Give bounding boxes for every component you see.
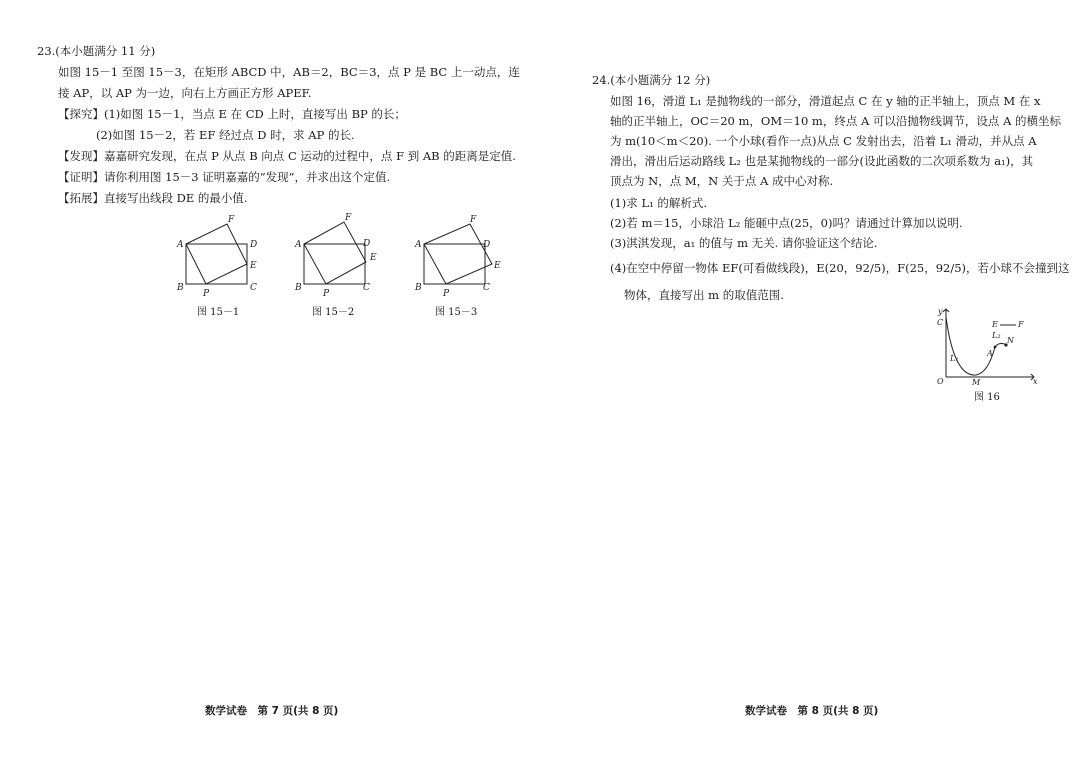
- label-C: C: [250, 283, 257, 293]
- label-C: C: [937, 318, 944, 327]
- q24-line-10: 物体，直接写出 m 的取值范围.: [624, 288, 784, 302]
- label-M: M: [972, 378, 981, 387]
- q24-line-7: (2)若 m＝15，小球沿 L₂ 能砸中点(25，0)吗？请通过计算加以说明.: [610, 216, 963, 230]
- q23-line-5: 【发现】嘉嘉研究发现，在点 P 从点 B 向点 C 运动的过程中，点 F 到 AB 的距离是定值.: [58, 149, 516, 163]
- q24-line-4: 滑出，滑出后运动路线 L₂ 也是某抛物线的一部分(设此函数的二次项系数为 a₁)，其: [610, 154, 1034, 168]
- caption-16: 图 16: [974, 392, 1000, 403]
- label-F: F: [228, 215, 235, 225]
- label-y: y: [938, 307, 943, 316]
- right-page: [540, 0, 1080, 764]
- q24-header: 24.(本小题满分 12 分): [592, 73, 711, 87]
- label-D: D: [363, 239, 371, 249]
- label-P: P: [323, 289, 330, 299]
- q23-header: 23.(本小题满分 11 分): [37, 44, 156, 58]
- q23-line-1: 如图 15－1 至图 15－3，在矩形 ABCD 中，AB＝2，BC＝3，点 P 是 BC 上一动点，连: [58, 65, 520, 79]
- label-C: C: [363, 283, 370, 293]
- q23-line-2: 接 AP，以 AP 为一边，向右上方画正方形 APEF.: [58, 86, 312, 100]
- q24-line-3: 为 m(10＜m＜20). 一个小球(看作一点)从点 C 发射出去，沿着 L₁ 滑动，并从点 A: [610, 134, 1037, 148]
- label-F: F: [470, 215, 477, 225]
- q23-line-3: 【探究】(1)如图 15－1，当点 E 在 CD 上时，直接写出 BP 的长；: [58, 107, 406, 121]
- figure-16: [930, 305, 1040, 387]
- left-footer: 数学试卷 第 7 页(共 8 页): [205, 705, 339, 717]
- right-footer: 数学试卷 第 8 页(共 8 页): [745, 705, 879, 717]
- label-B: B: [415, 283, 422, 293]
- point-A: [994, 346, 997, 349]
- label-C: C: [483, 283, 490, 293]
- q23-line-7: 【拓展】直接写出线段 DE 的最小值.: [58, 191, 248, 205]
- label-N: N: [1007, 336, 1014, 345]
- q24-line-9: (4)在空中停留一物体 EF(可看做线段)，E(20，92/5)，F(25，92/5)，若小球不会撞到这: [610, 261, 1070, 275]
- label-F: F: [1018, 320, 1024, 329]
- q23-line-6: 【证明】请你利用图 15－3 证明嘉嘉的“发现”，并求出这个定值.: [58, 170, 391, 184]
- label-A: A: [415, 240, 422, 250]
- label-A: A: [295, 240, 302, 250]
- label-L2: L₂: [992, 331, 1001, 340]
- label-B: B: [177, 283, 184, 293]
- q24-line-8: (3)淇淇发现，a₁ 的值与 m 无关. 请你验证这个结论.: [610, 236, 878, 250]
- caption-15-1: 图 15－1: [197, 307, 240, 318]
- label-E: E: [250, 261, 257, 271]
- label-B: B: [295, 283, 302, 293]
- figure-15-1: [172, 212, 268, 300]
- label-E: E: [370, 253, 377, 263]
- label-F: F: [345, 213, 352, 223]
- label-O: O: [937, 377, 944, 386]
- label-A: A: [987, 349, 993, 358]
- q24-line-2: 轴的正半轴上，OC＝20 m，OM＝10 m，终点 A 可以沿抛物线调节，设点 A 的横坐标: [610, 114, 1062, 128]
- label-D: D: [483, 240, 491, 250]
- label-P: P: [203, 289, 210, 299]
- caption-15-2: 图 15－2: [312, 307, 355, 318]
- q24-line-1: 如图 16，滑道 L₁ 是抛物线的一部分，滑道起点 C 在 y 轴的正半轴上，顶点 M 在 x: [610, 94, 1041, 108]
- label-E: E: [992, 320, 998, 329]
- figure-15-3: [410, 212, 506, 300]
- q24-line-5: 顶点为 N，点 M，N 关于点 A 成中心对称.: [610, 174, 834, 188]
- label-D: D: [250, 240, 258, 250]
- caption-15-3: 图 15－3: [435, 307, 478, 318]
- label-A: A: [177, 240, 184, 250]
- label-P: P: [443, 289, 450, 299]
- q24-line-6: (1)求 L₁ 的解析式.: [610, 196, 708, 210]
- q23-line-4: (2)如图 15－2，若 EF 经过点 D 时，求 AP 的长.: [96, 128, 355, 142]
- label-L1: L₁: [950, 354, 959, 363]
- figure-15-2: [290, 208, 386, 300]
- label-x: x: [1033, 377, 1038, 386]
- label-E: E: [494, 261, 501, 271]
